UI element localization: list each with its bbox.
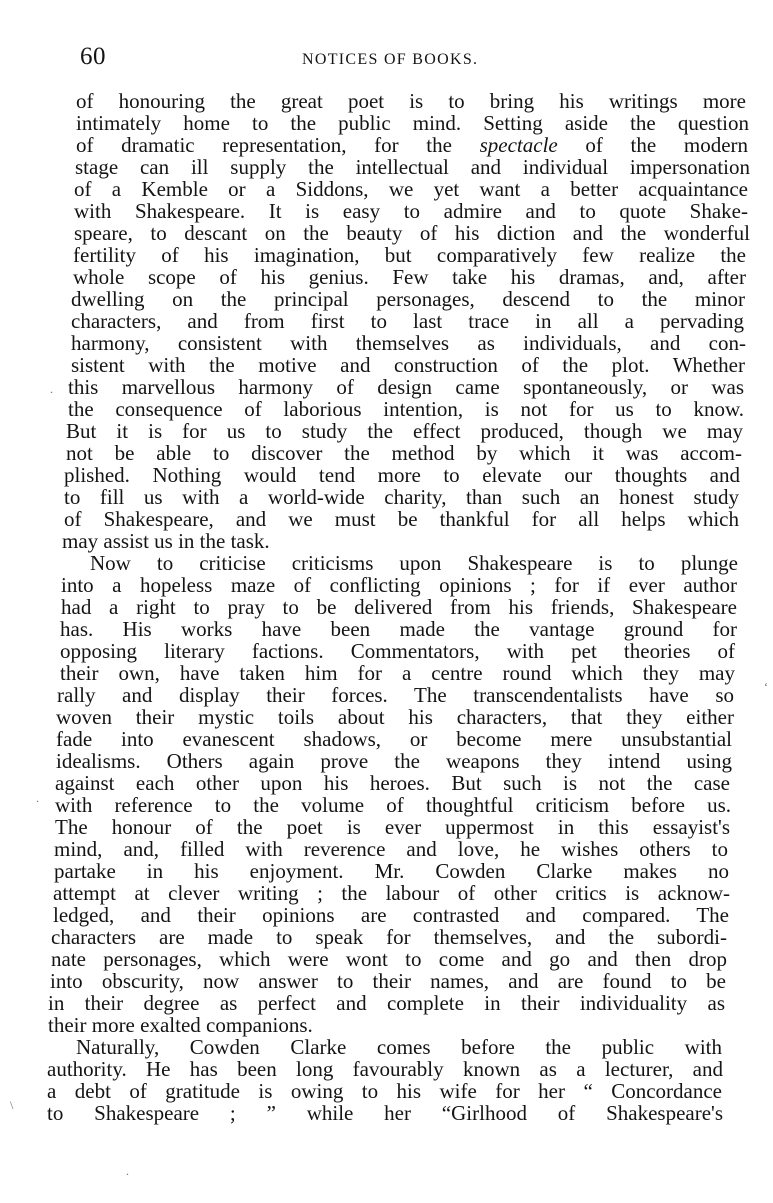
text-line: with Shakespeare. It is easy to admire and to quote Shake- <box>74 199 748 223</box>
text-line: to Shakespeare ; ” while her “Girlhood of Shakespeare's <box>47 1101 723 1125</box>
text-line: to fill us with a world-wide charity, than such an honest study <box>64 485 739 509</box>
stray-mark: . <box>36 791 39 805</box>
text-line: this marvellous harmony of design came spontaneously, or was <box>68 375 744 399</box>
text-line: woven their mystic toils about his characters, that they either <box>56 705 734 729</box>
line-segment: of dramatic representation, for the <box>76 133 452 157</box>
text-line: dwelling on the principal personages, descend to the minor <box>71 287 745 311</box>
text-line: characters, and from first to last trace in all a pervading <box>71 309 744 333</box>
stray-mark: . <box>126 1164 129 1178</box>
text-line: ledged, and their opinions are contrasted and compared. The <box>53 903 729 927</box>
text-line: of Shakespeare, and we must be thankful for all helps which <box>64 507 739 531</box>
text-line: speare, to descant on the beauty of his diction and the wonderful <box>74 221 750 245</box>
text-line: Now to criticise criticisms upon Shakespeare is to plunge <box>90 551 738 575</box>
text-line: fertility of his imagination, but comparatively few realize the <box>73 243 746 267</box>
text-line: whole scope of his genius. Few take his dramas, and, after <box>73 265 746 289</box>
text-line: against each other upon his heroes. But such is not the case <box>55 771 730 795</box>
stray-mark: ‘ <box>764 680 768 694</box>
text-line: idealisms. Others again prove the weapons they intend using <box>56 749 732 773</box>
text-line: of a Kemble or a Siddons, we yet want a better acquaintance <box>74 177 748 201</box>
text-line: harmony, consistent with themselves as individuals, and con- <box>71 331 746 355</box>
text-line: The honour of the poet is ever uppermost in this essayist's <box>55 815 730 839</box>
text-line: But it is for us to study the effect produced, though we may <box>66 419 743 443</box>
text-line: stage can ill supply the intellectual and individual impersonation <box>75 155 750 179</box>
text-line: characters are made to speak for themselves, and the subordi- <box>51 925 727 949</box>
stray-mark: \ <box>10 1098 14 1112</box>
text-line: their more exalted companions. <box>48 1013 313 1037</box>
text-line: has. His works have been made the vantage ground for <box>60 617 737 641</box>
text-line: a debt of gratitude is owing to his wife for her “ Concordance <box>47 1079 722 1103</box>
text-line: of honouring the great poet is to bring his writings more <box>76 89 746 113</box>
text-line: with reference to the volume of thoughtful criticism before us. <box>55 793 731 817</box>
text-line: nate personages, which were wont to come and go and then drop <box>51 947 727 971</box>
text-line: had a right to pray to be delivered from his friends, Shakespeare <box>61 595 737 619</box>
text-line: into a hopeless maze of conflicting opinions ; for if ever author <box>61 573 737 597</box>
page-number: 60 <box>80 43 106 70</box>
running-head: NOTICES OF BOOKS. <box>302 51 479 68</box>
text-line: partake in his enjoyment. Mr. Cowden Clarke makes no <box>54 859 729 883</box>
text-line: into obscurity, now answer to their names, and are found to be <box>50 969 726 993</box>
text-line: not be able to discover the method by which it was accom- <box>66 441 742 465</box>
italic-word: spectacle <box>479 133 558 157</box>
text-line: rally and display their forces. The transcendentalists have so <box>57 683 734 707</box>
text-line: fade into evanescent shadows, or become mere unsubstantial <box>56 727 732 751</box>
text-line: Naturally, Cowden Clarke comes before the public with <box>76 1035 722 1059</box>
text-line: plished. Nothing would tend more to elevate our thoughts and <box>64 463 740 487</box>
text-line: the consequence of laborious intention, is not for us to know. <box>68 397 744 421</box>
text-line: in their degree as perfect and complete in their individuality as <box>48 991 725 1015</box>
text-line: may assist us in the task. <box>62 529 270 553</box>
text-line: mind, and, filled with reverence and love, he wishes others to <box>54 837 728 861</box>
text-line: their own, have taken him for a centre round which they may <box>60 661 735 685</box>
text-line: authority. He has been long favourably known as a lecturer, and <box>47 1057 723 1081</box>
text-line: attempt at clever writing ; the labour of other critics is acknow- <box>53 881 730 905</box>
line-segment: of the modern <box>557 133 749 157</box>
text-line: sistent with the motive and construction of the plot. Whether <box>71 353 745 377</box>
text-line: opposing literary factions. Commentators, with pet theories of <box>60 639 735 663</box>
text-line <box>76 134 748 156</box>
stray-mark: . <box>50 382 53 396</box>
text-line: intimately home to the public mind. Setting aside the question <box>76 111 749 135</box>
